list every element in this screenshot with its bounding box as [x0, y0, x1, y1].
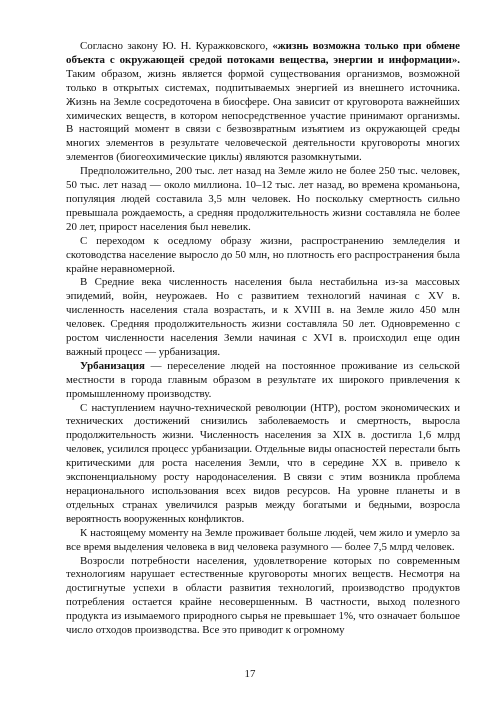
paragraph-text: — переселение людей на постоянное проживание из сельской местности в города главным образом в результате их широкого привлечения к промышленному производству. [66, 359, 460, 400]
paragraph-text: Таким образом, жизнь является формой существования организмов, возможной только в открытых системах, подпитываемых энергией из внешнего источника. Жизнь на Земле сосредоточена в биосфере. Она зависит от круговорота важнейших химических веществ, в котором непосредственное участие принимают организмы. В настоящий момент в связи с безвозвратным изъятием из окружающей среды многих элементов в результате человеческой деятельности круговороты многих элементов (биогеохимические циклы) являются разомкнутыми. [66, 67, 460, 164]
paragraph-urbanization-definition [66, 360, 460, 402]
paragraph-text: С наступлением научно-технической революции (НТР), ростом экономических и технических достижений снизились заболеваемость и смертность, выросла продолжительность жизни. Численность населения за XIX в. достигла 1,6 млрд человек, усилился процесс урбанизации. Отдельные виды опасностей перестали быть критическими для роста населения Земли, что в середине XX в. привело к экспоненциальному росту народонаселения. В связи с этим возникла проблема нерационального использования всех видов ресурсов. На уровне планеты и в отдельных странах увеличился разрыв между богатыми и бедными, возросла вероятность вооруженных конфликтов. [66, 401, 460, 525]
paragraph-needs-growth [66, 555, 460, 638]
term-bold: Урбанизация [80, 359, 145, 372]
paragraph-population-history [66, 165, 460, 235]
paragraph-current-population [66, 527, 460, 555]
paragraph-text: Возросли потребности населения, удовлетворение которых по современным технологиям нарушает естественные круговороты многих веществ. Несмотря на достигнутые успехи в области развития технологий, производство продуктов потребления остается крайне несовершенным. В частности, выход полезного продукта из изымаемого природного сырья не превышает 1%, что означает большое число отходов производства. Все это приводит к огромному [66, 554, 460, 637]
paragraph-text: Предположительно, 200 тыс. лет назад на Земле жило не более 250 тыс. человек, 50 тыс. лет назад — около миллиона. 10–12 тыс. лет назад, во времена кроманьона, популяция людей составила 3,5 млн человек. Но поскольку смертность сильно превышала рождаемость, а средняя продолжительность жизни составляла не более 20 лет, прирост населения был невелик. [66, 165, 460, 233]
page-number: 17 [244, 668, 256, 680]
paragraph-text: К настоящему моменту на Земле проживает больше людей, чем жило и умерло за все время выделения человека в вид человека разумного — более 7,5 млрд человек. [66, 526, 460, 553]
paragraph-settled-life [66, 235, 460, 277]
document-body [66, 40, 460, 638]
paragraph-kurazhkovsky [66, 40, 460, 165]
paragraph-text: В Средние века численность населения была нестабильна из-за массовых эпидемий, войн, неурожаев. Но с развитием технологий начиная с XV в. численность населения стала возрастать, и к XVIII в. на Земле жило 450 млн человек. Средняя продолжительность жизни составляла 50 лет. Одновременно с ростом численности населения Земли начиная с XVI в. происходил еще один важный процесс — урбанизация. [66, 276, 460, 358]
paragraph-text: Согласно закону Ю. Н. Куражковского, [80, 40, 273, 52]
paragraph-middle-ages [66, 276, 460, 359]
paragraph-text: С переходом к оседлому образу жизни, распространению земледелия и скотоводства население выросло до 50 млн, но плотность его распространения была крайне неравномерной. [66, 234, 460, 275]
paragraph-scientific-revolution [66, 402, 460, 527]
quote-bold: «жизнь возможна только при обмене объекта с окружающей средой потоками вещества, энергии и информации». [66, 40, 460, 66]
